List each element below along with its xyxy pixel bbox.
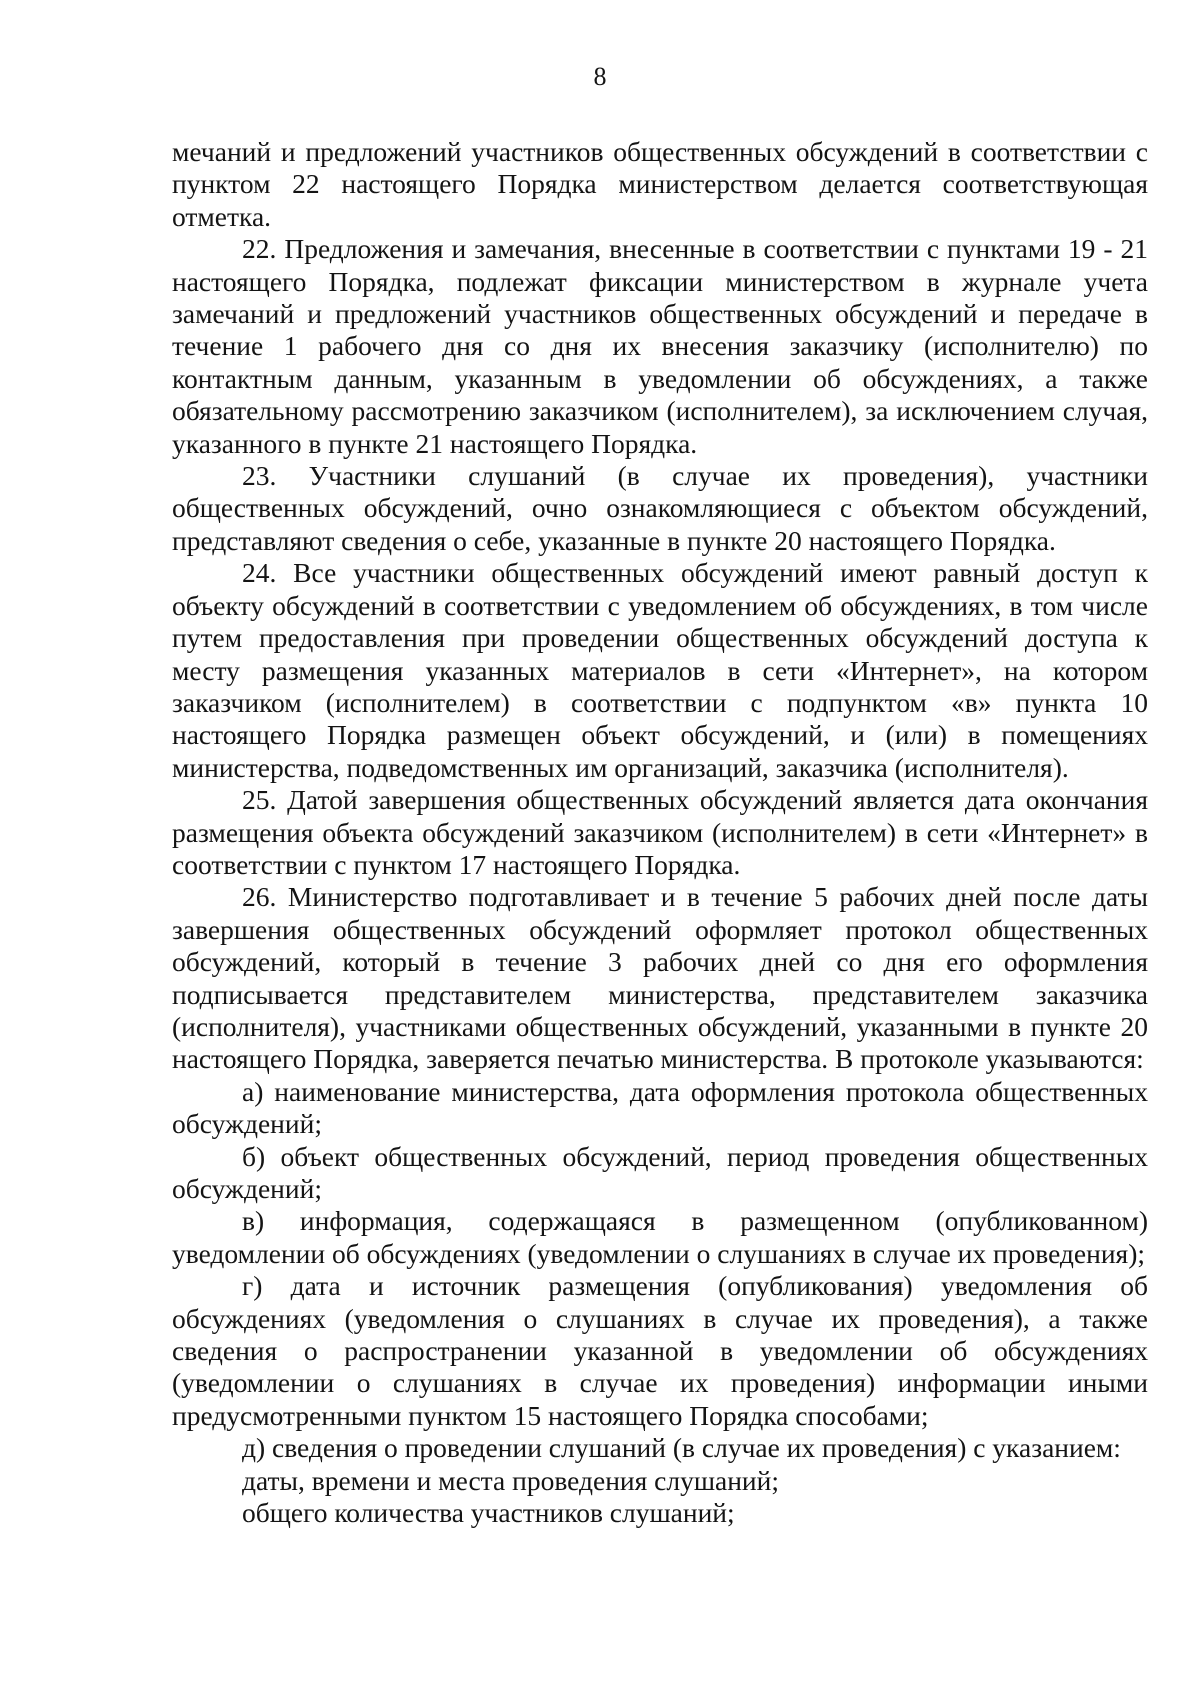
list-item-b: б) объект общественных обсуждений, период проведения общественных обсуждений; (172, 1140, 1148, 1204)
list-item-v: в) информация, содержащаяся в размещенном (опубликованном) уведомлении об обсуждениях (уведомлении о слушаниях в случае их проведения); (172, 1205, 1148, 1269)
paragraph-22: 22. Предложения и замечания, внесенные в соответствии с пунктами 19 - 21 настоящего Порядка, подлежат фиксации министерством в журнале учета замечаний и предложений участников общественных обсуждений и передаче в течение 1 рабочего дня со дня их внесения заказчику (исполнителю) по контактным данным, указанным в уведомлении об обсуждениях, а также обязательному рассмотрению заказчиком (исполнителем), за исключением случая, указанного в пункте 21 настоящего Порядка. (172, 233, 1148, 459)
sub-item-date-time-place: даты, времени и места проведения слушаний; (242, 1464, 780, 1496)
paragraph-25: 25. Датой завершения общественных обсуждений является дата окончания размещения объекта обсуждений заказчиком (исполнителем) в сети «Интернет» в соответствии с пунктом 17 настоящего Порядка. (172, 784, 1148, 880)
sub-item-participant-count: общего количества участников слушаний; (242, 1497, 735, 1529)
list-item-a: а) наименование министерства, дата оформления протокола общественных обсуждений; (172, 1075, 1148, 1140)
paragraph-23: 23. Участники слушаний (в случае их проведения), участники общественных обсуждений, очно ознакомляющиеся с объектом обсуждений, представляют сведения о себе, указанные в пункте 20 настоящего Порядка. (172, 460, 1148, 556)
list-item-g: г) дата и источник размещения (опубликования) уведомления об обсуждениях (уведомления о слушаниях в случае их проведения), а также сведения о распространении указанной в уведомлении об обсуждениях (уведомлении о слушаниях в случае их проведения) информации иными предусмотренными пунктом 15 настоящего Порядка способами; (172, 1270, 1148, 1431)
paragraph-continuation: мечаний и предложений участников общественных обсуждений в соответствии с пунктом 22 настоящего Порядка министерством делается соответствующая отметка. (172, 136, 1148, 232)
paragraph-24: 24. Все участники общественных обсуждений имеют равный доступ к объекту обсуждений в соответствии с уведомлением об обсуждениях, в том числе путем предоставления при проведении общественных обсуждений доступа к месту размещения указанных материалов в сети «Интернет», на котором заказчиком (исполнителем) в соответствии с подпунктом «в» пункта 10 настоящего Порядка размещен объект обсуждений, и (или) в помещениях министерства, подведомственных им организаций, заказчика (исполнителя). (172, 557, 1148, 783)
list-item-d: д) сведения о проведении слушаний (в случае их проведения) с указанием: (242, 1432, 1121, 1464)
page-number: 8 (593, 62, 607, 91)
paragraph-26: 26. Министерство подготавливает и в течение 5 рабочих дней после даты завершения общественных обсуждений оформляет протокол общественных обсуждений, который в течение 3 рабочих дней со дня его оформления подписывается представителем министерства, представителем заказчика (исполнителя), участниками общественных обсуждений, указанными в пункте 20 настоящего Порядка, заверяется печатью министерства. В протоколе указываются: (172, 881, 1148, 1075)
document-body (172, 136, 1148, 1529)
